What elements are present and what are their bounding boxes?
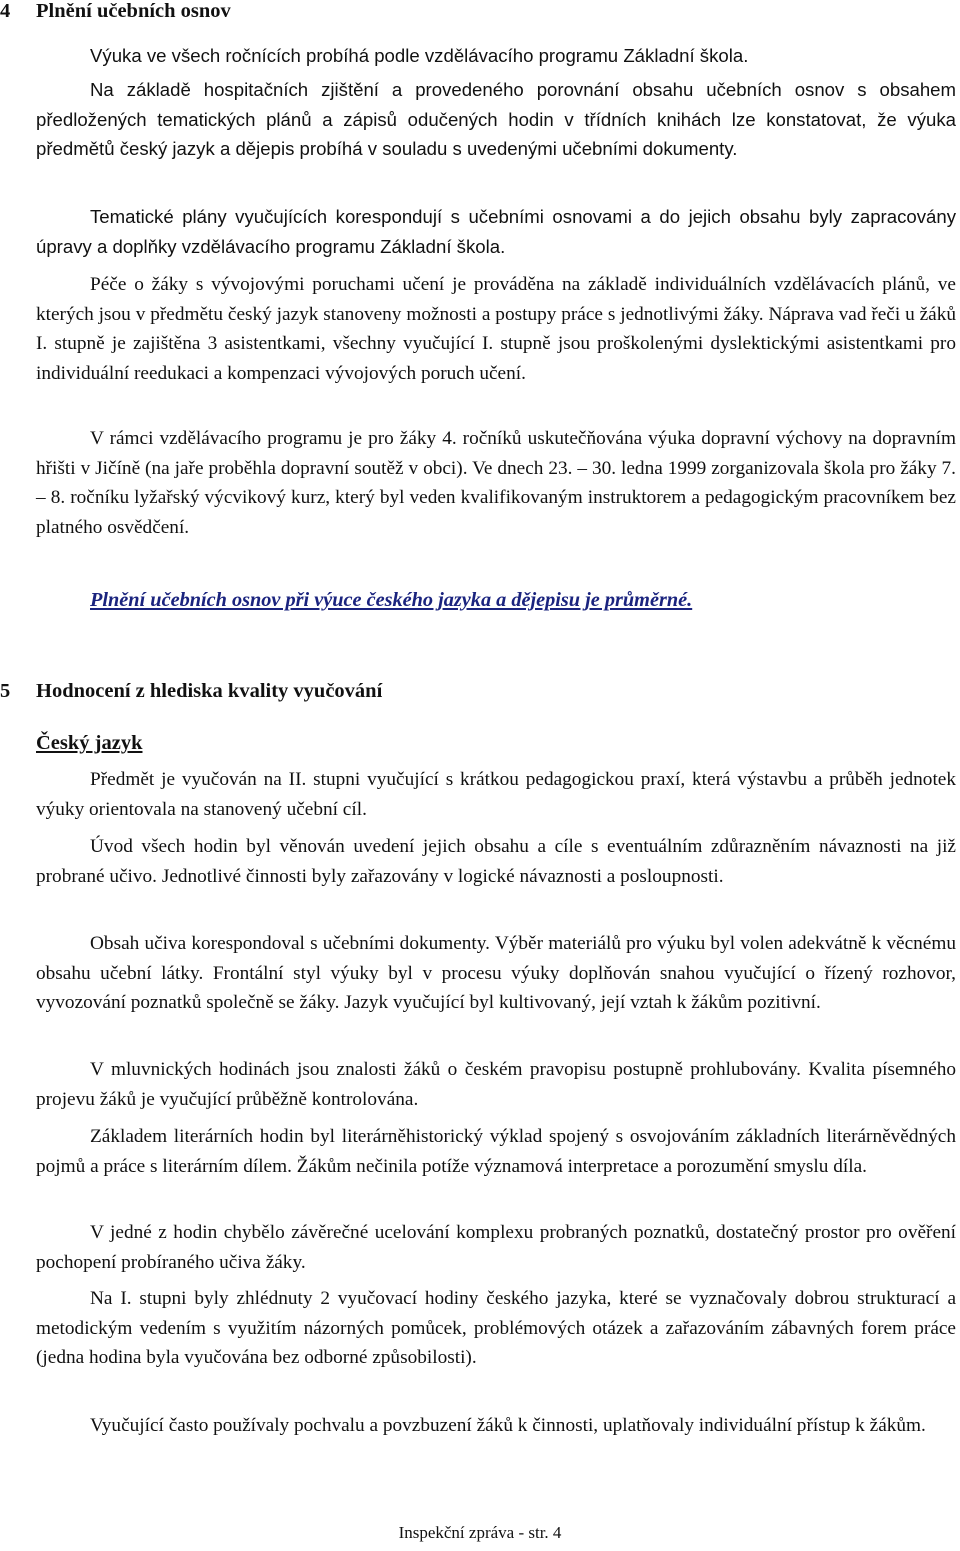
section-5-number: 5 (0, 680, 11, 702)
s5-paragraph-7: Na I. stupni byly zhlédnuty 2 vyučovací hodiny českého jazyka, které se vyznačovaly dobrou strukturací a metodickým vedením s využitím názorných pomůcek, problémových otázek a zařazováním zábavných forem práce (jedna hodina byla vyučována bez odborné způsobilosti). (36, 1288, 956, 1368)
section-4-heading (0, 0, 231, 23)
s4-paragraph-3: Tematické plány vyučujících korespondují s učebními osnovami a do jejich obsahu byly zapracovány úpravy a doplňky vzdělávacího programu Základní škola. (36, 206, 956, 257)
s5-paragraph-6: V jedné z hodin chybělo závěrečné ucelování komplexu probraných poznatků, dostatečný prostor pro ověření pochopení probíraného učiva žáky. (36, 1222, 956, 1273)
section-5-heading (0, 680, 382, 703)
section-5-title: Hodnocení z hlediska kvality vyučování (36, 680, 383, 702)
page-footer: Inspekční zpráva - str. 4 (398, 1523, 562, 1542)
s4-paragraph-5: V rámci vzdělávacího programu je pro žáky 4. ročníků uskutečňována výuka dopravní výchovy na dopravním hřišti v Jičíně (na jaře proběhla dopravní soutěž v obci). Ve dnech 23. – 30. ledna 1999 zorganizovala škola pro žáky 7. – 8. ročníku lyžařský výcvikový kurz, který byl veden kvalifikovaným instruktorem a pedagogickým pracovníkem bez platného osvědčení. (36, 428, 956, 538)
section-4-title: Plnění učebních osnov (36, 0, 231, 22)
s4-conclusion: Plnění učebních osnov při výuce českého jazyka a dějepisu je průměrné. (90, 589, 693, 611)
s4-paragraph-2: Na základě hospitačních zjištění a provedeného porovnání obsahu učebních osnov s obsahem předložených tematických plánů a zápisů odučených hodin v třídních knihách lze konstatovat, že výuka předmětů český jazyk a dějepis probíhá v souladu s uvedenými učebními dokumenty. (36, 79, 956, 159)
s4-paragraph-4: Péče o žáky s vývojovými poruchami učení je prováděna na základě individuálních vzdělávacích plánů, ve kterých jsou v předmětu český jazyk stanoveny možnosti a postupy práce s jednotlivými žáky. Náprava vad řeči u žáků I. stupně je zajištěna 3 asistentkami, všechny vyučující I. stupně jsou proškolenými dyslektickými asistentkami pro individuální reedukaci a kompenzaci vývojových poruch učení. (36, 274, 956, 384)
s5-paragraph-5: Základem literárních hodin byl literárněhistorický výklad spojený s osvojováním základních literárněvědných pojmů a práce s literárním dílem. Žákům nečinila potíže významová interpretace a porozumění smyslu díla. (36, 1126, 956, 1177)
s5-paragraph-2: Úvod všech hodin byl věnován uvedení jejich obsahu a cíle s eventuálním zdůrazněním návaznosti na již probrané učivo. Jednotlivé činnosti byly zařazovány v logické návaznosti a posloupnosti. (36, 836, 956, 887)
s4-paragraph-1: Výuka ve všech ročnících probíhá podle vzdělávacího programu Základní škola. (90, 45, 749, 66)
s5-paragraph-1: Předmět je vyučován na II. stupni vyučující s krátkou pedagogickou praxí, která výstavbu a průběh jednotek výuky orientovala na stanovený učební cíl. (36, 769, 956, 820)
s5-paragraph-3: Obsah učiva korespondoval s učebními dokumenty. Výběr materiálů pro výuku byl volen adekvátně k věcnému obsahu učební látky. Frontální styl výuky byl v procesu výuky doplňován snahou vyučující o řízený rozhovor, vyvozování poznatků společně se žáky. Jazyk vyučující byl kultivovaný, její vztah k žákům pozitivní. (36, 933, 956, 1013)
section-4-number: 4 (0, 0, 11, 22)
s5-paragraph-8: Vyučující často používaly pochvalu a povzbuzení žáků k činnosti, uplatňovaly individuální přístup k žákům. (90, 1415, 926, 1436)
subsection-cesky-jazyk: Český jazyk (36, 732, 143, 754)
s5-paragraph-4: V mluvnických hodinách jsou znalosti žáků o českém pravopisu postupně prohlubovány. Kvalita písemného projevu žáků je vyučující průběžně kontrolována. (36, 1059, 956, 1110)
